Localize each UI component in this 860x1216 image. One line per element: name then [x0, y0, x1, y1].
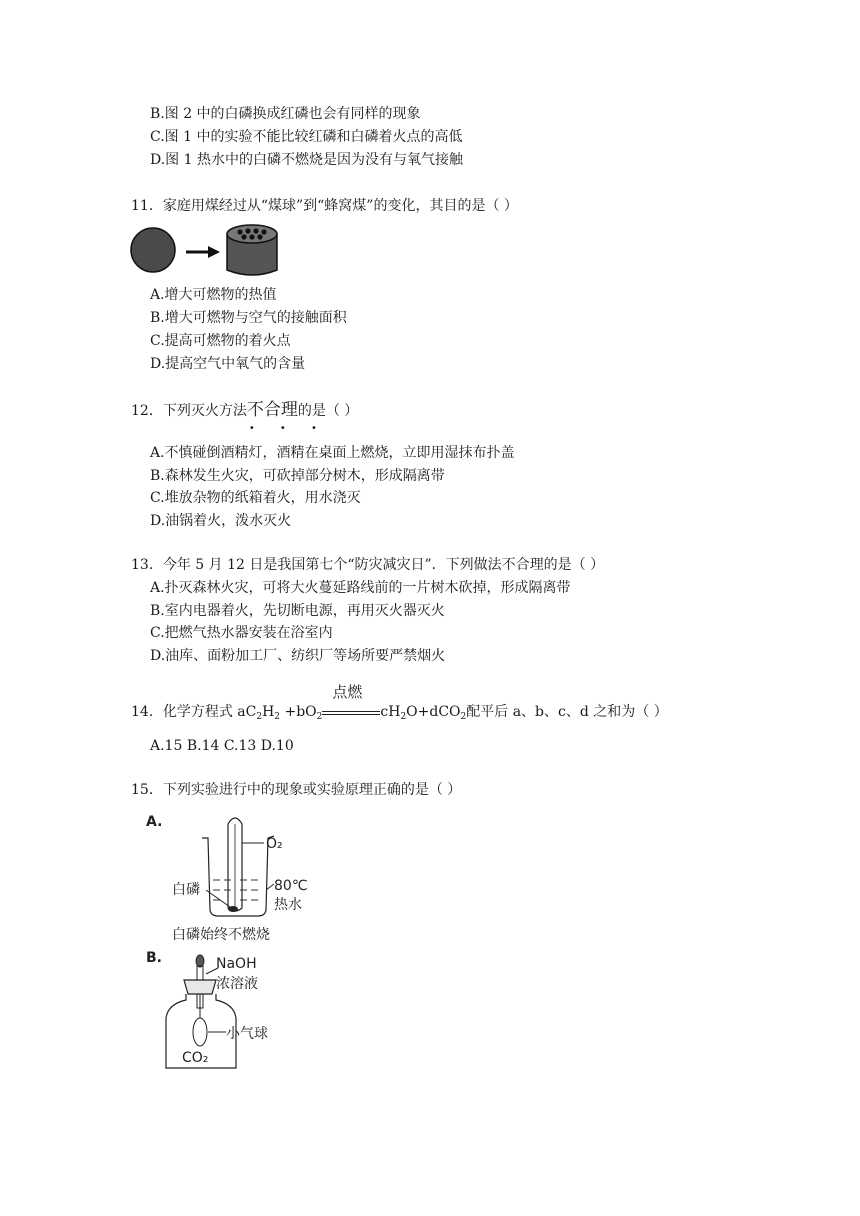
small-balloon-icon [193, 1018, 207, 1046]
svg-text:浓溶液: 浓溶液 [216, 976, 258, 992]
q12-option-c: C.堆放杂物的纸箱着火，用水浇灭 [150, 490, 361, 506]
q14-stem: 14．化学方程式 $aC_2H_2 +bO_2$ 点燃 $cH_2O+dCO_2$配平后 a、b、c、d 之和为（ ） [131, 683, 668, 722]
arrow-icon [186, 246, 220, 258]
reaction-condition: 点燃 [322, 702, 380, 722]
q13-option-b: B.室内电器着火，先切断电源，再用灭火器灭火 [150, 603, 445, 619]
stopper-icon [184, 980, 216, 994]
q10-option-c: C.图 1 中的实验不能比较红磷和白磷着火点的高低 [150, 129, 463, 145]
q13-option-c: C.把燃气热水器安装在浴室内 [150, 625, 333, 641]
svg-text:80℃: 80℃ [274, 878, 308, 894]
q15-stem: 15．下列实验进行中的现象或实验原理正确的是（ ） [131, 782, 462, 798]
svg-text:白磷: 白磷 [172, 882, 200, 898]
coal-ball-icon [131, 228, 175, 272]
coal-figure [128, 222, 288, 280]
svg-text:CO₂: CO₂ [182, 1050, 209, 1066]
svg-text:小气球: 小气球 [226, 1026, 268, 1042]
q11-option-c: C.提高可燃物的着火点 [150, 333, 291, 349]
q10-option-d: D.图 1 热水中的白磷不燃烧是因为没有与氧气接触 [150, 152, 463, 168]
figure-b-co2-bottle [140, 946, 300, 1074]
emphasis-dots: • • • [248, 423, 328, 434]
q12-option-d: D.油锅着火，泼水灭火 [150, 513, 292, 529]
figA-letter: A. [146, 814, 163, 830]
dropper-bulb-icon [196, 955, 204, 967]
q12-option-a: A.不慎碰倒酒精灯，酒精在桌面上燃烧，立即用湿抹布扑盖 [150, 445, 515, 461]
q11-option-d: D.提高空气中氧气的含量 [150, 356, 306, 372]
q10-option-b: B.图 2 中的白磷换成红磷也会有同样的现象 [150, 106, 421, 122]
q12-emphasis: 不合理 • • • [247, 400, 298, 420]
q12-stem-suffix: 的是（ ） [297, 403, 359, 419]
q13-option-d: D.油库、面粉加工厂、纺织厂等场所要严禁烟火 [150, 648, 446, 664]
beehive-coal-icon [227, 225, 277, 275]
q12-stem [131, 400, 359, 434]
q11-option-a: A.增大可燃物的热值 [150, 287, 277, 303]
q12-stem-prefix: 12．下列灭火方法 [131, 403, 247, 419]
q13-option-a: A.扑灭森林火灾，可将大火蔓延路线前的一片树木砍掉，形成隔离带 [150, 580, 571, 596]
svg-text:O₂: O₂ [266, 836, 283, 852]
figure-a-white-phosphorus [140, 808, 320, 946]
q12-option-b: B.森林发生火灾，可砍掉部分树木，形成隔离带 [150, 468, 445, 484]
beaker-icon [202, 836, 274, 916]
q14-options: A.15 B.14 C.13 D.10 [150, 738, 294, 754]
svg-text:NaOH: NaOH [216, 956, 257, 972]
q11-option-b: B.增大可燃物与空气的接触面积 [150, 310, 347, 326]
q13-stem: 13．今年 5 月 12 日是我国第七个“防灾减灾日”．下列做法不合理的是（ ） [131, 557, 605, 573]
q11-stem: 11．家庭用煤经过从“煤球”到“蜂窝煤”的变化，其目的是（ ） [131, 198, 518, 214]
svg-text:热水: 热水 [274, 897, 302, 913]
figA-caption: 白磷始终不燃烧 [172, 927, 270, 943]
figB-letter: B. [146, 950, 162, 966]
